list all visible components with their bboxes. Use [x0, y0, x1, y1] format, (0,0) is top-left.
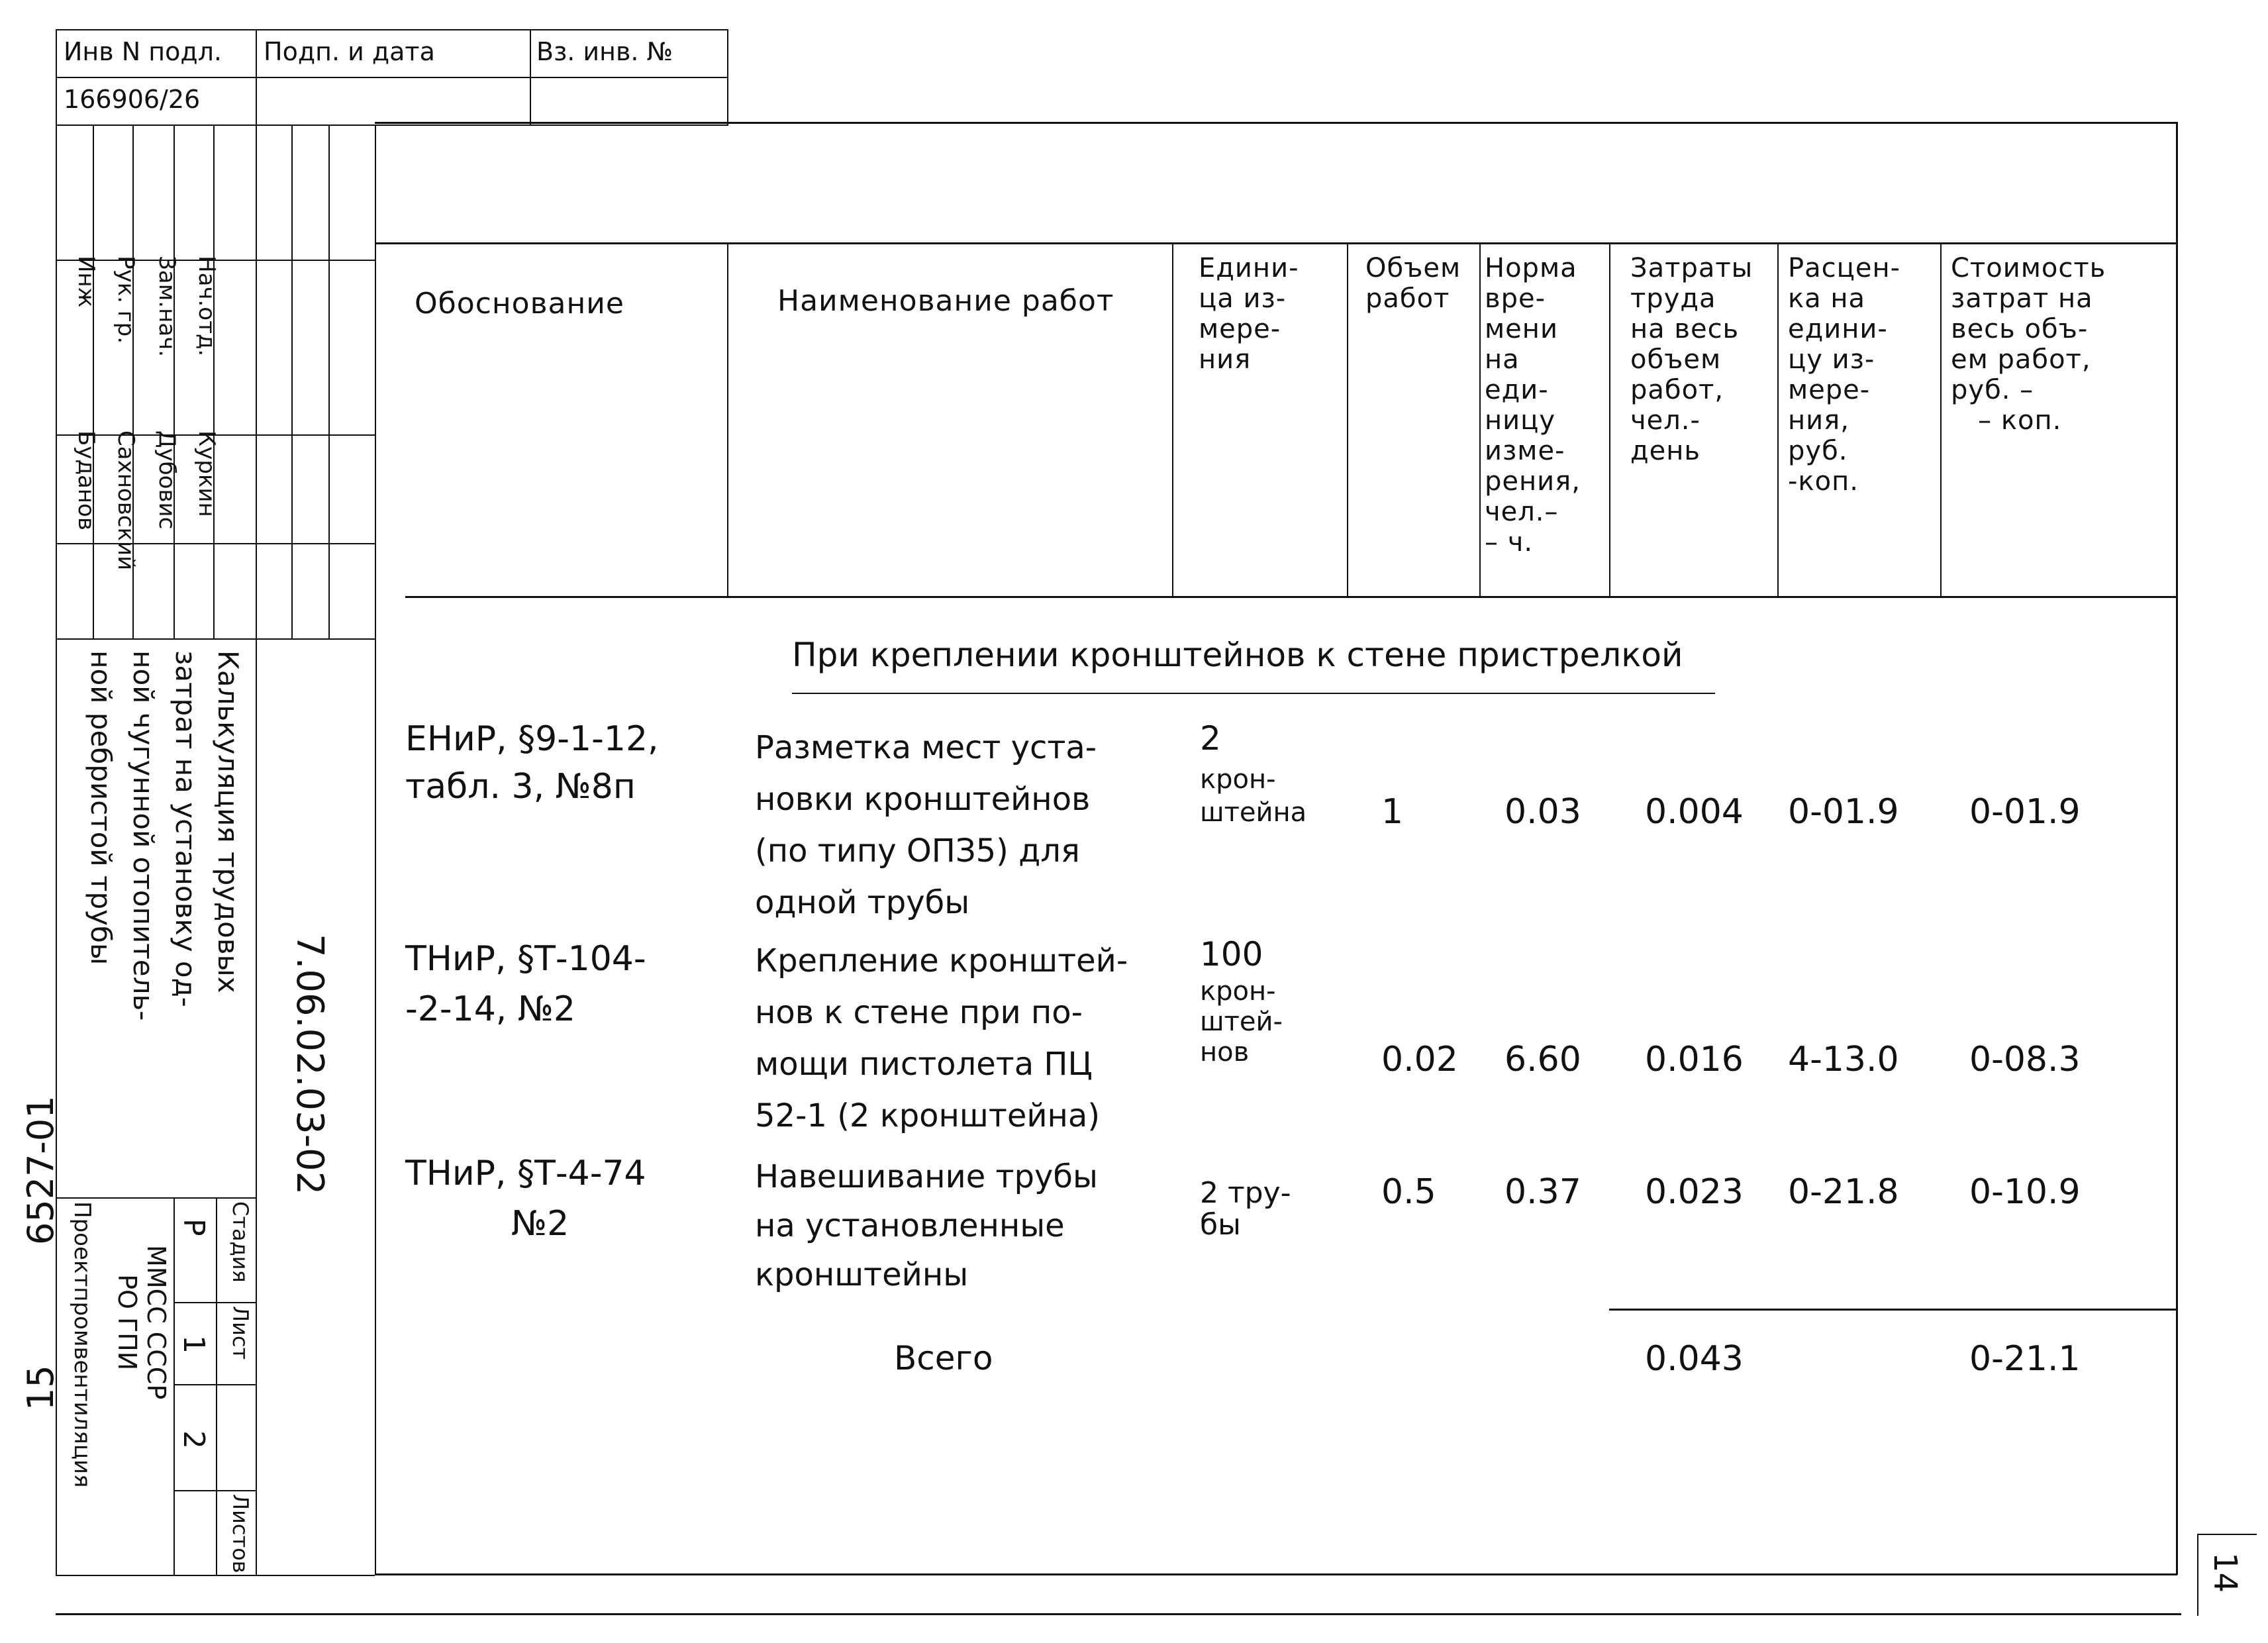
inv-podl-value: 166906/26: [64, 85, 201, 114]
role-ruk-gr: Рук. гр.: [113, 256, 139, 344]
row-rate: 0-01.9: [1788, 792, 1899, 832]
row-basis: ТНиР, §Т-104- -2-14, №2: [405, 939, 646, 1029]
title-line-4: ной ребристой трубы: [85, 650, 117, 966]
doc-code: 7.06.02.03-02: [288, 934, 331, 1195]
page-number: 14: [2206, 1552, 2243, 1593]
row-unit: 100 крон- штей- нов: [1200, 935, 1283, 1068]
header-volume: Объем работ: [1365, 253, 1461, 314]
row-volume: 0.02: [1381, 1040, 1458, 1079]
row-volume: 1: [1381, 792, 1404, 832]
row-norm: 6.60: [1504, 1040, 1581, 1079]
row-labor: 0.016: [1645, 1040, 1744, 1079]
title-line-1: Калькуляция трудовых: [212, 650, 244, 993]
row-norm: 0.03: [1504, 792, 1581, 832]
sheets-value: 2: [177, 1430, 211, 1449]
org-line-1: ММСС СССР: [142, 1245, 171, 1400]
row-basis: ТНиР, §Т-4-74 №2: [405, 1154, 646, 1244]
row-work-name: Разметка мест уста- новки кронштейнов (по типу ОПЗ5) для одной трубы: [755, 729, 1097, 921]
archive-number: 6527-01: [20, 1095, 62, 1245]
stage-value: Р: [177, 1219, 211, 1236]
row-cost: 0-08.3: [1969, 1040, 2081, 1079]
row-work-name: Навешивание трубы на установленные кронштейны: [755, 1158, 1098, 1293]
row-rate: 0-21.8: [1788, 1172, 1899, 1212]
org-line-3: Проектпромвентиляция: [69, 1201, 95, 1488]
sheet-label: Лист: [228, 1306, 253, 1360]
row-norm: 0.37: [1504, 1172, 1581, 1212]
header-basis: Обоснование: [415, 287, 624, 321]
row-unit: 2 тру- бы: [1200, 1176, 1291, 1242]
sheet-value: 1: [177, 1335, 211, 1354]
name-budanov: Буданов: [73, 430, 99, 530]
header-norm: Норма вре- мени на еди- ницу изме- рения, чел.– – ч.: [1485, 253, 1581, 558]
role-zam-nach: Зам.нач.: [154, 256, 180, 358]
document-title: [79, 650, 249, 1021]
row-rate: 4-13.0: [1788, 1040, 1899, 1079]
org-line-2: РО ГПИ: [113, 1274, 142, 1371]
sheets-label: Листов: [228, 1494, 253, 1573]
vz-inv-label: Вз. инв. №: [536, 37, 673, 66]
title-line-3: ной чугунной отопитель-: [127, 650, 160, 1021]
archive-number-small: 15: [20, 1365, 62, 1411]
row-cost: 0-10.9: [1969, 1172, 2081, 1212]
row-basis: ЕНиР, §9-1-12, табл. 3, №8п: [405, 719, 659, 807]
header-unit: Едини- ца из- мере- ния: [1199, 253, 1299, 375]
header-rate: Расцен- ка на едини- цу из- мере- ния, руб. -коп.: [1788, 253, 1901, 497]
row-unit: 2 крон- штейна: [1200, 719, 1307, 828]
row-volume: 0.5: [1381, 1172, 1436, 1212]
role-inzh: Инж: [73, 256, 99, 308]
organization: [113, 1245, 171, 1399]
podp-data-label: Подп. и дата: [264, 37, 435, 66]
header-work-name: Наименование работ: [777, 284, 1114, 318]
inv-podl-label: Инв N подл.: [64, 37, 222, 66]
row-cost: 0-01.9: [1969, 792, 2081, 832]
header-labor: Затраты труда на весь объем работ, чел.- день: [1630, 253, 1753, 466]
total-cost: 0-21.1: [1969, 1339, 2081, 1379]
stage-label: Стадия: [228, 1201, 253, 1283]
row-work-name: Крепление кронштей- нов к стене при по- мощи пистолета ПЦ 52-1 (2 кронштейна): [755, 942, 1128, 1134]
total-label: Всего: [894, 1339, 993, 1377]
name-sakhnovsky: Сахновский: [113, 430, 139, 571]
section-title: При креплении кронштейнов к стене пристрелкой: [792, 636, 1683, 674]
row-labor: 0.004: [1645, 792, 1744, 832]
role-nach-otd: Нач.отд.: [193, 256, 220, 357]
name-dubovis: Дубовис: [154, 430, 180, 530]
name-kurkin: Куркин: [193, 430, 220, 517]
header-cost: Стоимость затрат на весь объ- ем работ, руб. – – коп.: [1951, 253, 2106, 436]
total-labor: 0.043: [1645, 1339, 1744, 1379]
title-line-2: затрат на установку од-: [170, 650, 202, 1007]
row-labor: 0.023: [1645, 1172, 1744, 1212]
